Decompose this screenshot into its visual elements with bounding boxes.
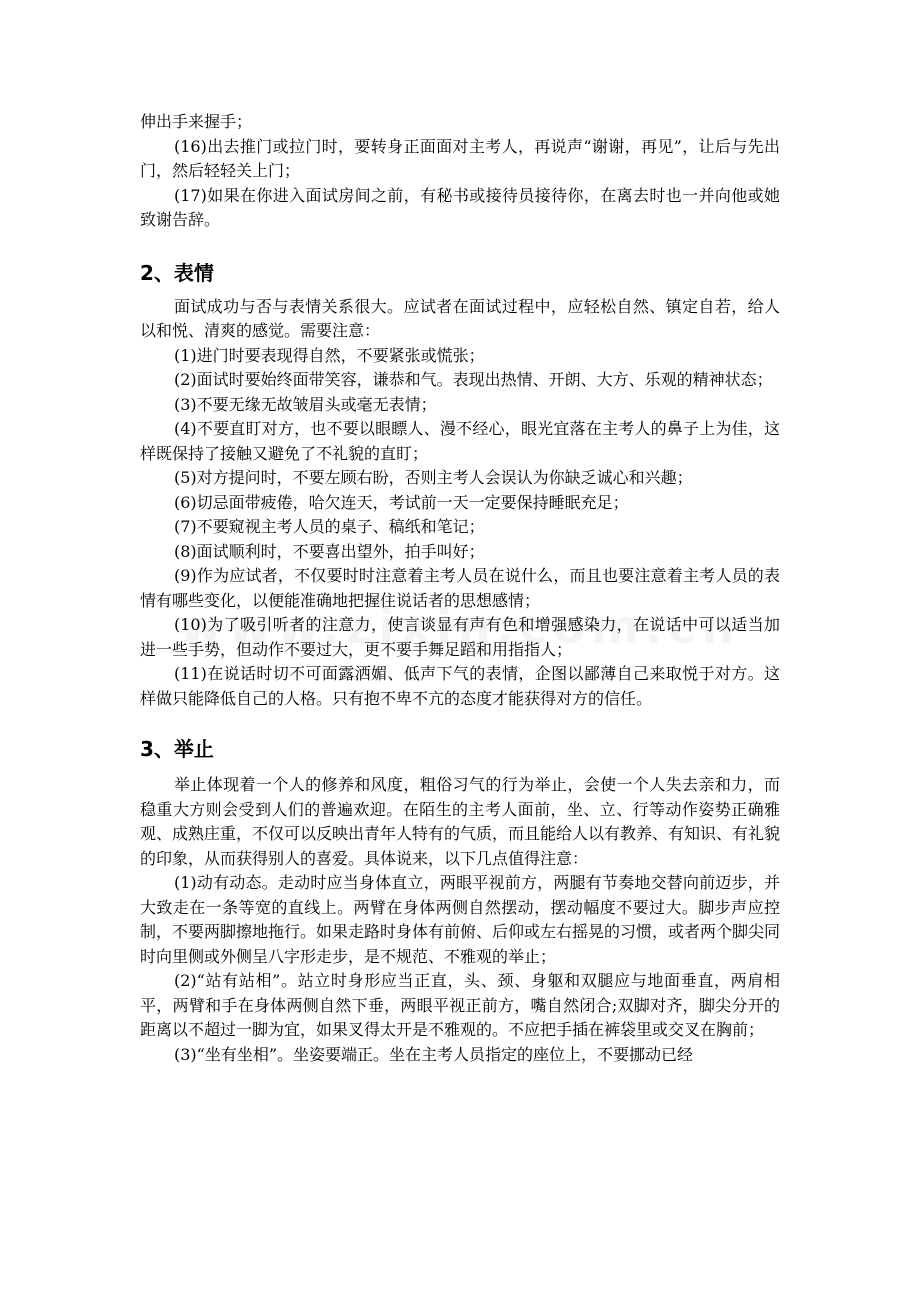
- list-item: (6)切忌面带疲倦，哈欠连天，考试前一天一定要保持睡眠充足；: [174, 492, 629, 512]
- section-heading-demeanor: 3、举止: [140, 737, 214, 761]
- paragraph-continuation: 伸出手来握手；: [140, 112, 253, 131]
- paragraph-item-16: (16)出去推门或拉门时，要转身正面面对主考人，再说声“谢谢，再见”，让后与先出门，然后轻轻关上门；: [140, 136, 780, 180]
- list-item: (5)对方提问时，不要左顾右盼，否则主考人会误认为你缺乏诚心和兴趣；: [174, 468, 693, 487]
- paragraph-item-17: (17)如果在你进入面试房间之前，有秘书或接待员接待你，在离去时也一并向他或她致谢告辞。: [140, 185, 780, 229]
- list-item: (3)“坐有坐相”。坐姿要端正。坐在主考人员指定的座位上，不要挪动已经: [174, 1044, 694, 1064]
- list-item: (10)为了吸引听者的注意力，使言谈显有声有色和增强感染力，在说话中可以适当加进一些手势，但动作不要过大，更不要手舞足蹈和用指指人；: [140, 615, 780, 659]
- list-item: (8)面试顺利时，不要喜出望外，拍手叫好；: [174, 541, 485, 561]
- list-item: (2)“站有站相”。站立时身形应当正直，头、颈、身躯和双腿应与地面垂直，两肩相平，两臂和手在身体两侧自然下垂，两眼平视正前方，嘴自然闭合;双脚对齐，脚尖分开的距离以不超过一脚为宜，如果叉得太开是不雅观的。不应把手插在裤袋里或交叉在胸前；: [140, 971, 780, 1039]
- list-item: (1)动有动态。走动时应当身体直立，两眼平视前方，两腿有节奏地交替向前迈步，并大致走在一条等宽的直线上。两臂在身体两侧自然摆动，摆动幅度不要过大。脚步声应控制，不要两脚擦地拖行。如果走路时身体有前俯、后仰或左右摇晃的习惯，或者两个脚尖同时向里侧或外侧呈八字形走步，是不规范、不雅观的举止；: [140, 873, 781, 966]
- document-page: [140, 110, 780, 1067]
- list-item: (2)面试时要始终面带笑容，谦恭和气。表现出热情、开朗、大方、乐观的精神状态；: [174, 370, 773, 389]
- list-item: (7)不要窥视主考人员的桌子、稿纸和笔记；: [174, 517, 485, 536]
- list-item: (4)不要直盯对方，也不要以眼瞟人、漫不经心，眼光宜落在主考人的鼻子上为佳，这样既保持了接触又避免了不礼貌的直盯；: [140, 419, 780, 463]
- list-item: (11)在说话时切不可面露洒媚、低声下气的表情，企图以鄙薄自己来取悦于对方。这样做只能降低自己的人格。只有抱不卑不亢的态度才能获得对方的信任。: [140, 664, 780, 708]
- list-item: (3)不要无缘无故皱眉头或毫无表情；: [174, 394, 437, 414]
- paragraph: 面试成功与否与表情关系很大。应试者在面试过程中，应轻松自然、镇定自若，给人以和悦、清爽的感觉。需要注意：: [140, 296, 780, 340]
- list-item: (9)作为应试者，不仅要时时注意着主考人员在说什么，而且也要注意着主考人员的表情有哪些变化，以便能准确地把握住说话者的思想感情；: [140, 566, 780, 610]
- paragraph: 举止体现着一个人的修养和风度，粗俗习气的行为举止，会使一个人失去亲和力，而稳重大方则会受到人们的普遍欢迎。在陌生的主考人面前，坐、立、行等动作姿势正确雅观、成熟庄重，不仅可以反映出青年人特有的气质，而且能给人以有教养、有知识、有礼貌的印象，从而获得别人的喜爱。具体说来，以下几点值得注意：: [140, 775, 781, 868]
- section-heading-expression: 2、表情: [140, 260, 214, 285]
- list-item: (1)进门时要表现得自然，不要紧张或慌张；: [174, 345, 485, 365]
